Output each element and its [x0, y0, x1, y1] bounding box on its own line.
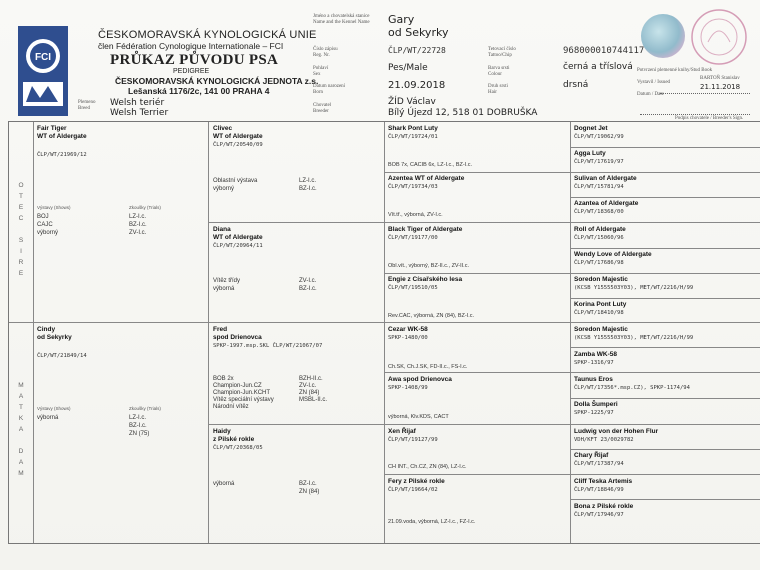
sire-name: Fair Tiger	[37, 125, 67, 132]
gggp-cell	[574, 251, 759, 267]
pedigree-table	[8, 121, 760, 544]
sire-side-label: O T E C S I R E	[18, 182, 24, 277]
ggp-name: Engie z Císařského lesa	[388, 276, 463, 283]
gggp-reg: ČLP/WT/19062/99	[574, 134, 624, 140]
divider	[384, 372, 760, 373]
gggp-cell	[574, 376, 759, 392]
grandparent-name: Haidy	[213, 428, 231, 435]
dam-shows-label: Výstavy (Shows)	[37, 406, 71, 411]
gggp-name: Roll of Aldergate	[574, 226, 626, 233]
divider	[570, 449, 760, 450]
ggp-reg: SPKP-1408/99	[388, 385, 428, 391]
gggp-cell	[574, 150, 759, 166]
sire-kennel: WT of Aldergate	[37, 133, 87, 140]
grandparent-name: Fred	[213, 326, 228, 333]
fci-member: člen Fédération Cynologique Internationale – FCI	[98, 41, 284, 51]
dam-tests: LZ-I.c. BZ-I.c. ZN (75)	[129, 415, 150, 437]
grandparent-tests: BZH-II.c. ZV-I.c. ZN (84) MSBL-II.c.	[299, 376, 328, 403]
ggp-name: Shark Pont Luty	[388, 125, 438, 132]
ggp-name: Azentea WT of Aldergate	[388, 175, 465, 182]
ggp-name: Xen Řijaf	[388, 428, 416, 435]
great-grandparent-cell	[388, 376, 566, 421]
gggp-name: Chary Řijaf	[574, 452, 609, 459]
gggp-reg: ČLP/WT/17946/97	[574, 512, 624, 518]
breed-cz: Welsh teriér	[110, 98, 165, 108]
gggp-reg: ČLP/WT/17387/94	[574, 461, 624, 467]
grandparent-kennel: spod Drienovca	[213, 334, 262, 341]
breeder-label: Chovatel Breeder	[313, 103, 332, 114]
great-grandparent-cell	[388, 478, 566, 538]
gggp-name: Taunus Eros	[574, 376, 613, 383]
ggp-name: Awa spod Drienovca	[388, 376, 452, 383]
divider	[208, 424, 760, 425]
gggp-name: Zamba WK-58	[574, 351, 617, 358]
hair: drsná	[563, 80, 589, 90]
divider	[570, 122, 571, 543]
ggp-note: Rev.CAC, výborná, ZN (84), BZ-I.c.	[388, 313, 475, 319]
issued-by: Potvrzení plemenné knihy/Stud Book	[637, 68, 713, 73]
great-grandparent-cell	[388, 276, 566, 321]
gggp-name: Azantea of Aldergate	[574, 200, 639, 207]
gggp-cell	[574, 503, 759, 519]
ggp-reg: ČLP/WT/19127/99	[388, 437, 438, 443]
reg-no: ČLP/WT/22728	[388, 46, 446, 55]
divider	[570, 347, 760, 348]
ggp-reg: ČLP/WT/19510/05	[388, 285, 438, 291]
sex: Pes/Male	[388, 63, 428, 73]
official-stamp	[690, 8, 748, 66]
divider	[208, 122, 209, 543]
pedigree-subtitle: PEDIGREE	[173, 68, 210, 75]
divider	[570, 298, 760, 299]
chip-no: 968000010744117	[563, 46, 645, 56]
ggp-name: Fery z Pilské rokle	[388, 478, 445, 485]
gggp-name: Cliff Teska Artemis	[574, 478, 633, 485]
dob-label: Datum narození Born	[313, 84, 346, 95]
grandparent-shows: Vítěz třídy výborná	[213, 278, 241, 292]
great-grandparent-cell	[388, 428, 566, 473]
colour: černá a tříslová	[563, 62, 633, 72]
ggp-note: 21.09.voda, výborná, LZ-I.c., FZ-I.c.	[388, 519, 476, 525]
dam-reg: ČLP/WT/21849/14	[37, 353, 87, 359]
colour-label: Barva srsti Colour	[488, 66, 510, 77]
grandparent-reg: ČLP/WT/20368/05	[213, 445, 263, 451]
sire-tests: LZ-I.c. BZ-I.c. ZV-I.c.	[129, 214, 147, 236]
ggp-note: Ch.SK, Ch.J.SK, FD-II.c., FS-I.c.	[388, 364, 468, 370]
divider	[384, 122, 385, 543]
divider	[33, 122, 34, 543]
gggp-cell	[574, 175, 759, 191]
gggp-cell	[574, 428, 759, 444]
dob: 21.09.2018	[388, 80, 446, 91]
gggp-reg: ČLP/WT/17686/98	[574, 260, 624, 266]
divider	[384, 172, 760, 173]
great-grandparent-cell	[388, 326, 566, 371]
grandparent-cell	[213, 226, 381, 321]
divider	[570, 398, 760, 399]
gggp-cell	[574, 452, 759, 468]
breeder-address: Bílý Újezd 12, 518 01 DOBRUŠKA	[388, 108, 538, 118]
sire-reg: ČLP/WT/21969/12	[37, 152, 87, 158]
gggp-name: Dolla Šumperi	[574, 401, 618, 408]
ggp-note: Obl.vít., výborný, BZ-II.c., ZV-II.c.	[388, 263, 469, 269]
divider	[208, 222, 760, 223]
gggp-reg: SPKP-1316/97	[574, 360, 614, 366]
ggp-note: BOB 7x, CACIB 6x, LZ-I.c., BZ-I.c.	[388, 162, 473, 168]
gggp-cell	[574, 125, 759, 141]
ggp-reg: ČLP/WT/19664/02	[388, 487, 438, 493]
grandparent-shows: výborná	[213, 481, 235, 487]
breeder-org: ČESKOMORAVSKÁ KYNOLOGICKÁ JEDNOTA z.s.	[115, 76, 319, 86]
gggp-cell	[574, 276, 759, 292]
issuer-name: BARTOŇ Stanislav	[700, 76, 740, 81]
dam-shows: výborná	[37, 415, 59, 421]
breeder-sign-line	[640, 114, 750, 115]
date-line	[660, 93, 750, 94]
gggp-reg: ČLP/WT/18846/99	[574, 487, 624, 493]
dam-trials-label: Zkoušky (Trials)	[129, 406, 161, 411]
ggp-name: Black Tiger of Aldergate	[388, 226, 463, 233]
gggp-name: Ludwig von der Hohen Flur	[574, 428, 659, 435]
gggp-reg: VDH/KFT 23/0029782	[574, 437, 634, 443]
divider	[570, 147, 760, 148]
hair-label: Druh srsti Hair	[488, 84, 508, 95]
ggp-reg: ČLP/WT/19177/00	[388, 235, 438, 241]
issued-label: Vystavil / Issued	[637, 80, 671, 85]
breed-en: Welsh Terrier	[110, 108, 169, 118]
great-grandparent-cell	[388, 175, 566, 220]
dam-side-label: M A T K A D A M	[18, 382, 24, 477]
gggp-name: Bona z Pilské rokle	[574, 503, 634, 510]
dam-kennel: od Sekyrky	[37, 334, 72, 341]
divider	[384, 474, 760, 475]
ggp-note: CH INT., Ch.CZ, ZN (84), LZ-I.c.	[388, 464, 467, 470]
gggp-name: Agga Luty	[574, 150, 606, 157]
sire-shows-label: Výstavy (Shows)	[37, 205, 71, 210]
sire-trials-label: Zkoušky (Trials)	[129, 205, 161, 210]
breed-label: Plemeno Breed	[78, 100, 96, 111]
breeder-name: ŽÍD Václav	[388, 97, 436, 107]
ggp-reg: ČLP/WT/19734/03	[388, 184, 438, 190]
gggp-reg: ČLP/WT/15060/96	[574, 235, 624, 241]
gggp-name: Korina Pont Luty	[574, 301, 627, 308]
ggp-name: Cezar WK-58	[388, 326, 428, 333]
gggp-name: Dognet Jet	[574, 125, 608, 132]
grandparent-name: Diana	[213, 226, 231, 233]
sire-shows: BOJ CAJC výborný	[37, 214, 59, 236]
great-grandparent-cell	[388, 125, 566, 170]
gggp-name: Soredon Majestic	[574, 326, 628, 333]
fci-logo-text: FCI	[34, 52, 52, 63]
great-grandparent-cell	[388, 226, 566, 271]
grandparent-tests: ZV-I.c. BZ-I.c.	[299, 278, 317, 292]
gggp-cell	[574, 301, 759, 317]
breeder-sign-label: Podpis chovatele / Breeder's Sign.	[675, 116, 744, 121]
reg-label: Číslo zápisu Reg. Nr.	[313, 47, 338, 58]
gggp-name: Wendy Love of Aldergate	[574, 251, 652, 258]
gggp-reg: (KCSB Y1555503Y03), MET/WT/2216/H/99	[574, 285, 694, 291]
sire-cell	[37, 125, 205, 236]
issued-date: 21.11.2018	[700, 83, 741, 91]
name-label: Jméno a chovatelská stanice Name and the Kennel Name	[313, 14, 370, 25]
ggp-reg: ČLP/WT/19724/01	[388, 134, 438, 140]
gggp-reg: ČLP/WT/15781/94	[574, 184, 624, 190]
grandparent-reg: ČLP/WT/20964/11	[213, 243, 263, 249]
divider	[570, 197, 760, 198]
gggp-reg: ČLP/WT/17619/97	[574, 159, 624, 165]
gggp-reg: SPKP-1225/97	[574, 410, 614, 416]
grandparent-kennel: z Pilské rokle	[213, 436, 255, 443]
gggp-cell	[574, 401, 759, 417]
divider	[9, 322, 760, 323]
gggp-reg: ČLP/WT/18368/00	[574, 209, 624, 215]
grandparent-shows: BOB 2x Champion-Jun.CZ Champion-Jun.KCHT Vítěz speciální výstavy Národní vítěz	[213, 376, 274, 410]
divider	[570, 499, 760, 500]
gggp-name: Soredon Majestic	[574, 276, 628, 283]
document-title: PRŮKAZ PŮVODU PSA	[110, 52, 279, 68]
grandparent-cell	[213, 326, 381, 421]
grandparent-reg: ČLP/WT/20540/09	[213, 142, 263, 148]
dam-name: Cindy	[37, 326, 56, 333]
gggp-reg: ČLP/WT/17356*.msp.CZ), SPKP-1174/94	[574, 385, 690, 391]
org-address: Lešanská 1176/2c, 141 00 PRAHA 4	[128, 86, 270, 96]
divider	[384, 273, 760, 274]
date-label: Datum / Date	[637, 92, 664, 97]
grandparent-kennel: WT of Aldergate	[213, 133, 263, 140]
hologram-seal	[641, 14, 685, 58]
gggp-reg: ČLP/WT/18410/98	[574, 310, 624, 316]
dog-name-line1: Gary	[388, 13, 415, 26]
ckj-fci-logo	[18, 26, 68, 116]
gggp-cell	[574, 226, 759, 242]
ggp-reg: SPKP-1480/00	[388, 335, 428, 341]
gggp-cell	[574, 200, 759, 216]
grandparent-shows: Oblastní výstava výborný	[213, 178, 258, 192]
grandparent-tests: LZ-I.c. BZ-I.c.	[299, 178, 317, 192]
grandparent-tests: BZ-I.c. ZN (84)	[299, 481, 320, 495]
org-name: ČESKOMORAVSKÁ KYNOLOGICKÁ UNIE	[98, 29, 317, 41]
gggp-cell	[574, 478, 759, 494]
grandparent-cell	[213, 125, 381, 220]
grandparent-reg: SPKP-1997.msp.SKL ČLP/WT/21067/07	[213, 343, 323, 349]
dam-cell	[37, 326, 205, 437]
ggp-note: výborná, Klv.KDS, CACT	[388, 414, 449, 420]
gggp-cell	[574, 351, 759, 367]
chip-label: Tetovací číslo Tattoo/Chip	[488, 47, 516, 58]
ggp-note: Vít.tř., výborná, ZV-I.c.	[388, 212, 443, 218]
grandparent-kennel: WT of Aldergate	[213, 234, 263, 241]
grandparent-name: Clivec	[213, 125, 233, 132]
sex-label: Pohlaví Sex	[313, 66, 329, 77]
gggp-name: Sulivan of Aldergate	[574, 175, 637, 182]
divider	[570, 248, 760, 249]
dog-name-line2: od Sekyrky	[388, 26, 449, 39]
gggp-reg: (KCSB Y1555503Y03), MET/WT/2216/H/99	[574, 335, 694, 341]
grandparent-cell	[213, 428, 381, 538]
gggp-cell	[574, 326, 759, 342]
